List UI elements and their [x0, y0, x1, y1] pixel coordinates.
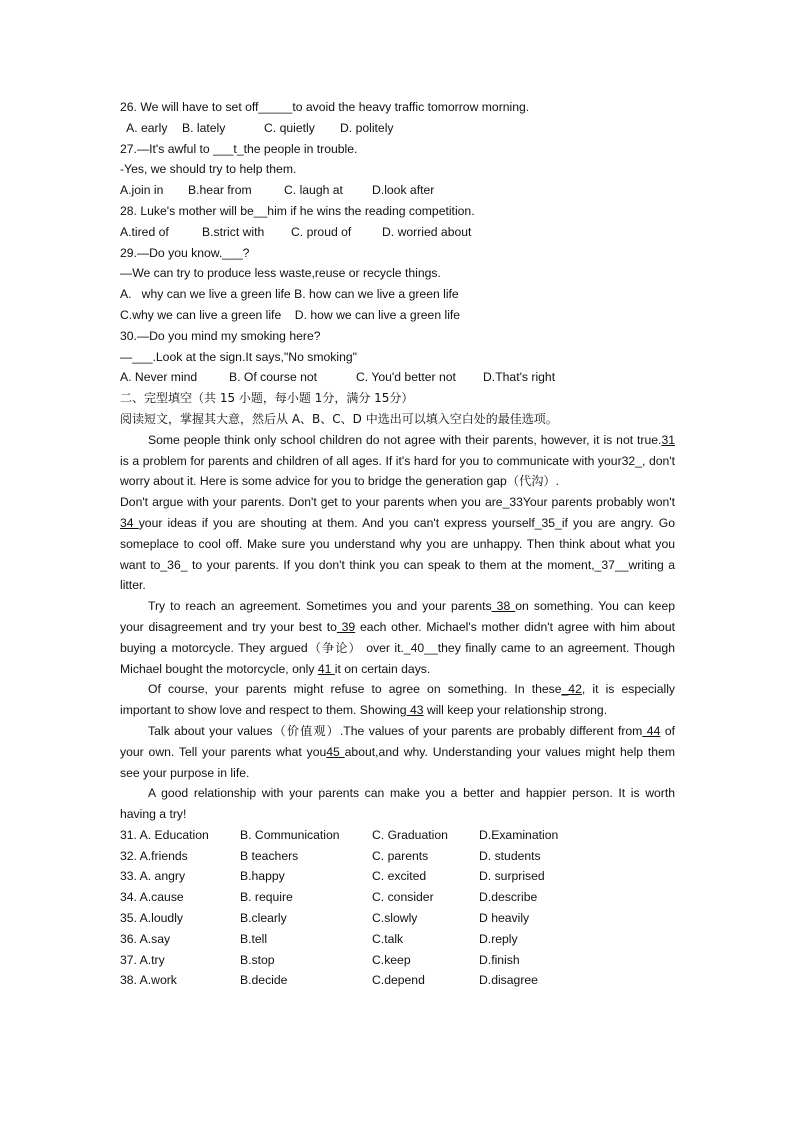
answer-37-a: 37. A.try — [120, 952, 165, 967]
answer-38-b: B.decide — [240, 973, 288, 988]
answer-32-b: B teachers — [240, 848, 299, 863]
question-28-stem: 28. Luke's mother will be__him if he wins the reading competition. — [120, 203, 475, 218]
question-27-options — [120, 180, 675, 201]
blank-42: _42 — [561, 682, 582, 697]
question-26-options — [120, 118, 675, 139]
question-30-stem: 30.—Do you mind my smoking here? — [120, 328, 321, 343]
question-30-reply: —___.Look at the sign.It says,"No smoking" — [120, 349, 357, 364]
answer-38-d: D.disagree — [479, 973, 538, 988]
answer-37-b: B.stop — [240, 952, 275, 967]
option-b: B.strict with — [202, 224, 265, 239]
question-26-stem: 26. We will have to set off_____to avoid the heavy traffic tomorrow morning. — [120, 100, 530, 114]
answer-38-a: 38. A.work — [120, 973, 177, 988]
passage-paragraph-1: Some people think only school children do not agree with their parents, however, it is not true.31 is a problem for parents and children of all ages. If it's hard for you to communicate with your32_, don't worry about it. Here is some advice for you to bridge the generation gap（代沟）. — [120, 432, 675, 489]
question-29-reply: —We can try to produce less waste,reuse or recycle things. — [120, 266, 441, 281]
answer-32-d: D. students — [479, 848, 541, 863]
question-29-options-ab: A. why can we live a green life B. how can we live a green life — [120, 287, 459, 302]
answer-35-b: B.clearly — [240, 911, 287, 926]
passage-paragraph-6: A good relationship with your parents can make you a better and happier person. It is worth having a try! — [120, 786, 675, 822]
answer-38-c: C.depend — [372, 973, 425, 988]
blank-34: 34 — [120, 515, 139, 530]
option-b: B.hear from — [188, 183, 252, 198]
question-28-options — [120, 222, 675, 243]
answer-33-b: B.happy — [240, 869, 285, 884]
answer-36-c: C.talk — [372, 931, 404, 946]
answer-34-d: D.describe — [479, 890, 538, 905]
answer-33-d: D. surprised — [479, 869, 545, 884]
option-d: D. worried about — [382, 224, 472, 239]
option-c: C. You'd better not — [356, 370, 456, 385]
exam-page — [120, 97, 675, 991]
option-c: C. laugh at — [284, 183, 343, 198]
answer-34-a: 34. A.cause — [120, 890, 184, 905]
answer-32-a: 32. A.friends — [120, 848, 188, 863]
answer-37-c: C.keep — [372, 952, 411, 967]
answer-36-d: D.reply — [479, 931, 518, 946]
answer-options-grid — [120, 825, 675, 991]
question-30-options — [120, 367, 675, 388]
answer-37-d: D.finish — [479, 952, 520, 967]
blank-45: 45 — [326, 744, 345, 759]
answer-31-c: C. Graduation — [372, 827, 448, 842]
answer-35-a: 35. A.loudly — [120, 911, 184, 926]
answer-33-a: 33. A. angry — [120, 869, 186, 884]
option-d: D.That's right — [483, 370, 556, 385]
section-instruction: 阅读短文，掌握其大意，然后从 A、B、C、D 中选出可以填入空白处的最佳选项。 — [120, 411, 558, 426]
answer-36-a: 36. A.say — [120, 931, 171, 946]
question-29-options-cd: C.why we can live a green life D. how we can live a green life — [120, 307, 461, 322]
blank-44: 44 — [642, 723, 661, 738]
answer-31-b: B. Communication — [240, 827, 340, 842]
passage-paragraph-4: Of course, your parents might refuse to agree on something. In these_42, it is especially important to show love and respect to them. Showing 43 will keep your relationship strong. — [120, 682, 675, 718]
blank-41: 41 — [317, 661, 335, 676]
passage-paragraph-3: Try to reach an agreement. Sometimes you and your parents 38 on something. You can keep your disagreement and try your best to 39 each other. Michael's mother didn't agree with him about buying a motorcycle. They argued（争论） over it._40__they finally came to an agreement. Though Michael bought the motorcycle, only 41 it on certain days. — [120, 599, 676, 676]
answer-36-b: B.tell — [240, 931, 268, 946]
passage-paragraph-5: Talk about your values（价值观）.The values of your parents are probably different from 44 of your own. Tell your parents what you45 about,and why. Understanding your values might help them see your purpose in life. — [120, 723, 675, 780]
option-c: C. proud of — [291, 224, 352, 239]
answer-32-c: C. parents — [372, 848, 429, 863]
section-heading: 二、完型填空（共 15 小题，每小题 1分，满分 15分） — [120, 391, 414, 406]
answer-31-d: D.Examination — [479, 827, 559, 842]
option-a: A. early — [120, 120, 168, 135]
answer-34-b: B. require — [240, 890, 293, 905]
option-a: A.tired of — [120, 224, 169, 239]
question-27-stem: 27.—It's awful to ___t_the people in trouble. — [120, 141, 358, 156]
answer-34-c: C. consider — [372, 890, 434, 905]
answer-31-a: 31. A. Education — [120, 827, 209, 842]
option-a: A. Never mind — [120, 370, 198, 385]
option-d: D. politely — [340, 120, 394, 135]
passage-paragraph-2: Don't argue with your parents. Don't get to your parents when you are_33Your parents probably won't 34 your ideas if you are shouting at them. And you can't express yourself_35_if you are angry. Go someplace to cool off. Make sure you understand why you are unhappy. Then think about what you want to_36_ to your parents. If you don't think you can speak to them at the moment,_37__writing a litter. — [120, 495, 675, 593]
blank-38: 38 — [491, 599, 516, 614]
option-c: C. quietly — [264, 120, 315, 135]
blank-43: 43 — [406, 703, 424, 718]
option-d: D.look after — [372, 183, 435, 198]
blank-31: 31 — [661, 432, 675, 447]
question-27-reply: -Yes, we should try to help them. — [120, 162, 297, 177]
option-b: B. Of course not — [229, 370, 318, 385]
answer-35-c: C.slowly — [372, 911, 418, 926]
answer-35-d: D heavily — [479, 911, 530, 926]
answer-33-c: C. excited — [372, 869, 427, 884]
option-b: B. lately — [182, 120, 226, 135]
option-a: A.join in — [120, 183, 164, 198]
question-29-stem: 29.—Do you know.___? — [120, 245, 250, 260]
blank-39: 39 — [336, 619, 356, 634]
